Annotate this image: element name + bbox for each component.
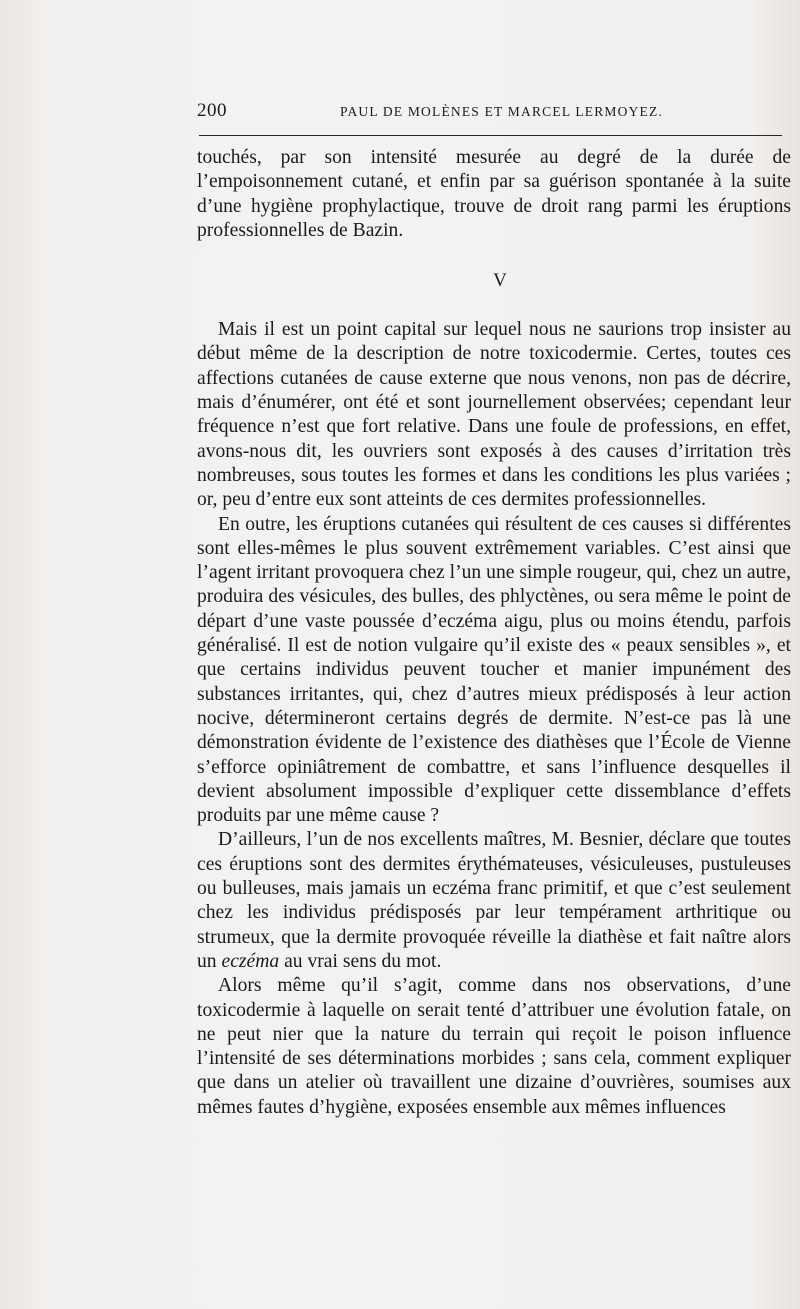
opening-paragraph: touchés, par son intensité mesurée au degré de la durée de l’empoisonnement cutané, et enfin par sa guérison spontanée à la suite d’une hygiène prophylactique, trouve de droit rang parmi les éruptions professionnelles de Bazin. [197, 147, 791, 241]
paragraph-3-italic-word: eczéma [221, 950, 280, 972]
body-text [197, 146, 791, 1120]
section-heading: V [493, 270, 507, 292]
paragraph-3-text-a: D’ailleurs, l’un de nos excellents maîtres, M. Besnier, déclare que toutes ces éruptions sont des dermites érythémateuses, vésiculeuses, pustuleuses ou bulleuses, mais jamais un eczéma franc primitif, et que c’est seulement chez les individus prédisposés par leur tempérament arthritique ou strumeux, que la dermite provoquée réveille la diathèse et fait naître alors un [197, 829, 791, 972]
paragraph-3-text-b: au vrai sens du mot. [279, 950, 442, 972]
page-header [197, 100, 782, 126]
header-rule [199, 135, 782, 136]
paragraph-1: Mais il est un point capital sur lequel nous ne saurions trop insister au début même de la description de notre toxicodermie. Certes, toutes ces affections cutanées de cause externe que nous venons, non pas de décrire, mais d’énumérer, ont été et sont journellement observées; cependant leur fréquence n’est que fort relative. Dans une foule de professions, en effet, avons-nous dit, les ouvriers sont exposés à des causes d’irritation très nombreuses, sous toutes les formes et dans les conditions les plus variées ; or, peu d’entre eux sont atteints de ces dermites professionnelles. [197, 319, 791, 511]
running-head: PAUL DE MOLÈNES ET MARCEL LERMOYEZ. [340, 104, 664, 119]
paragraph-4: Alors même qu’il s’agit, comme dans nos observations, d’une toxicodermie à laquelle on serait tenté d’attribuer une évolution fatale, on ne peut nier que la nature du terrain qui reçoit le poison influence l’intensité de ses déterminations morbides ; sans cela, comment expliquer que dans un atelier où travaillent une dizaine d’ouvrières, soumises aux mêmes fautes d’hygiène, exposées ensemble aux mêmes influences [197, 975, 791, 1118]
paragraph-2: En outre, les éruptions cutanées qui résultent de ces causes si différentes sont elles-mêmes le plus souvent extrêmement variables. C’est ainsi que l’agent irritant provoquera chez l’un une simple rougeur, qui, chez un autre, produira des vésicules, des bulles, des phlyctènes, ou sera même le point de départ d’une vaste poussée d’eczéma aigu, plus ou moins étendu, parfois généralisé. Il est de notion vulgaire qu’il existe des « peaux sensibles », et que certains individus peuvent toucher et manier impunément des substances irritantes, qui, chez d’autres mieux prédisposés à leur action nocive, détermineront certains degrés de dermite. N’est-ce pas là une démonstration évidente de l’existence des diathèses que l’École de Vienne s’efforce opiniâtrement de combattre, et sans l’influence desquelles il devient absolument impossible d’expliquer cette dissemblance d’effets produits par une même cause ? [197, 513, 791, 827]
page-number: 200 [197, 100, 227, 121]
paragraph-3 [197, 828, 791, 974]
